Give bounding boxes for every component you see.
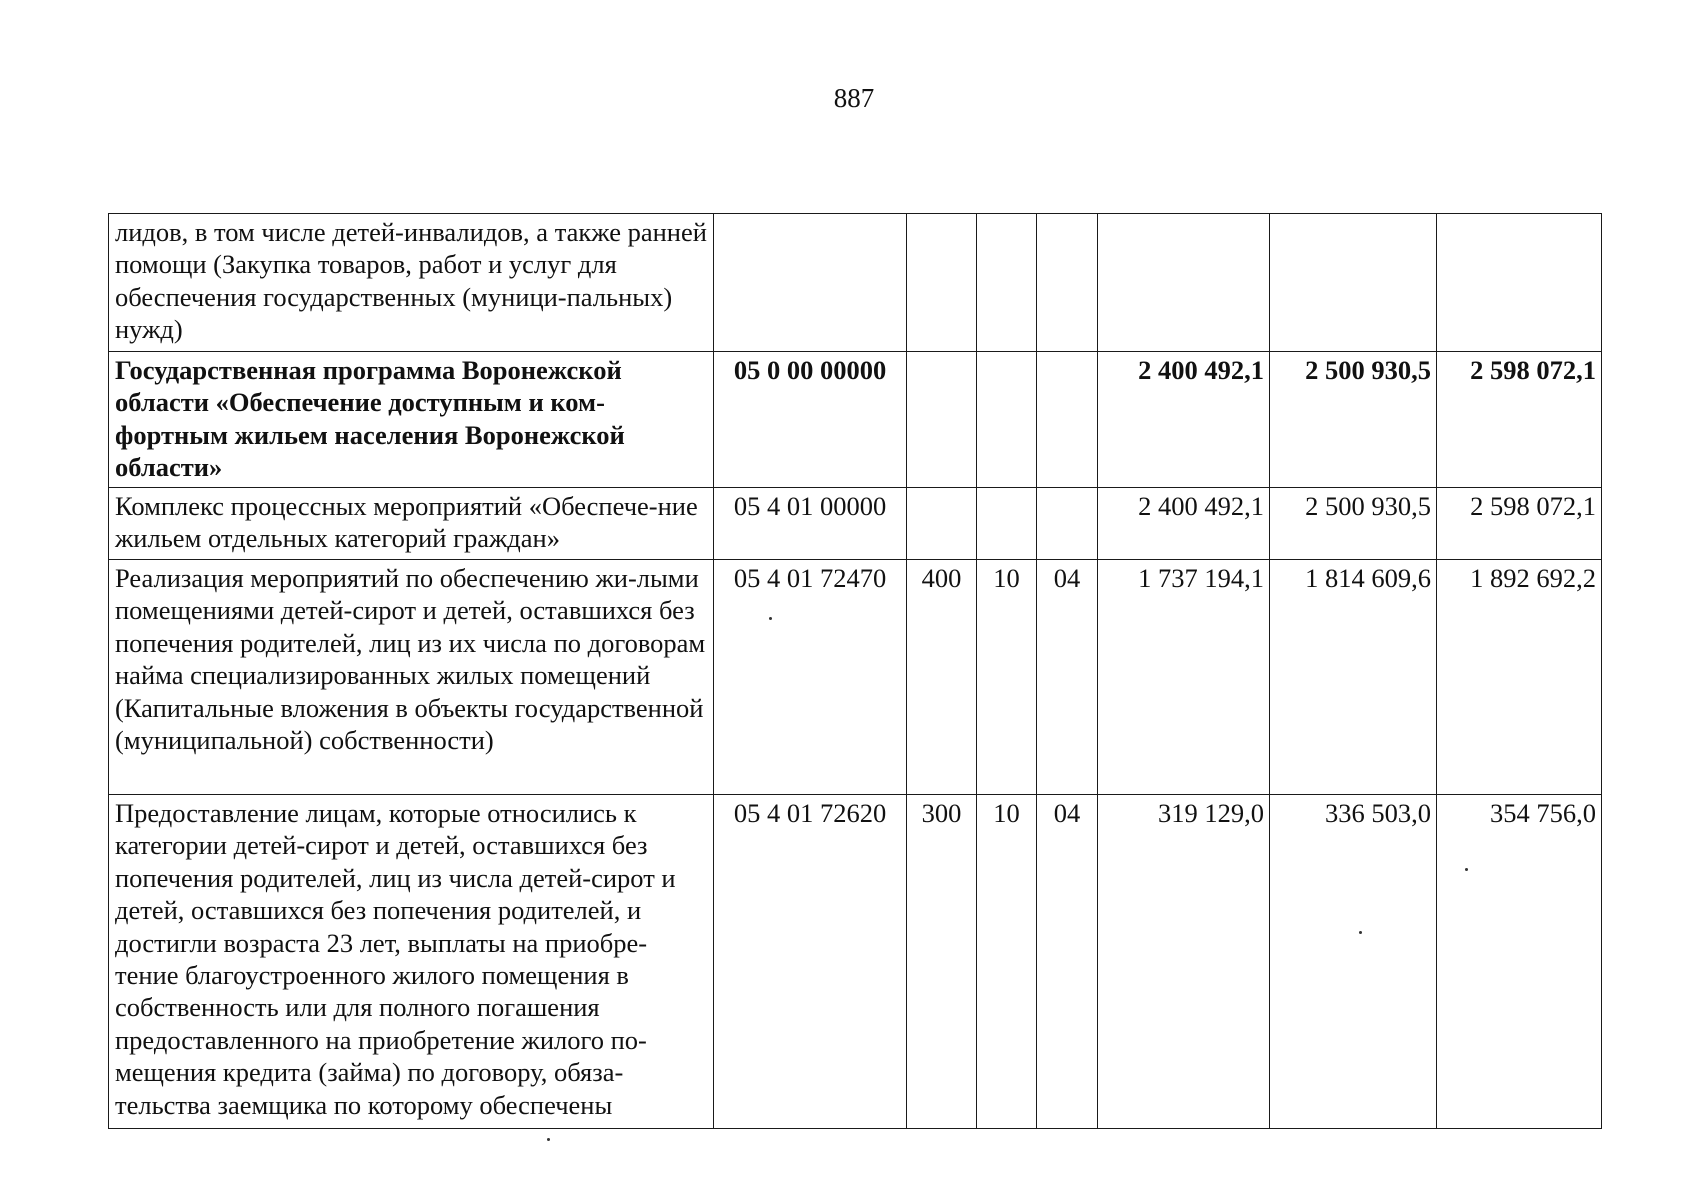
expense-type-code: 300 [907,795,977,1129]
target-article-code: 05 4 01 00000 [714,488,907,560]
scan-speck [547,1138,550,1141]
amount-year-2: 2 500 930,5 [1270,352,1437,488]
amount-year-1: 1 737 194,1 [1098,560,1270,795]
amount-year-2 [1270,214,1437,352]
target-article-code [714,214,907,352]
amount-year-2: 2 500 930,5 [1270,488,1437,560]
scan-speck [769,617,772,620]
page-number: 887 [833,83,875,113]
row-description: Комплекс процессных мероприятий «Обеспече-ние жильем отдельных категорий граждан» [109,488,714,560]
amount-year-3 [1437,214,1602,352]
amount-year-3: 354 756,0 [1437,795,1602,1129]
table-row [109,352,1602,488]
row-description: Предоставление лицам, которые относились к категории детей-сирот и детей, оставшихся без попечения родителей, лиц из числа детей-сирот и детей, оставшихся без попечения родителей, и достигли возраста 23 лет, выплаты на приобре-тение благоустроенного жилого помещения в собственность или для полного погашения предоставленного на приобретение жилого по-мещения кредита (займа) по договору, обяза-тельства заемщика по которому обеспечены [109,795,714,1129]
row-description: Реализация мероприятий по обеспечению жи-лыми помещениями детей-сирот и детей, оставшихся без попечения родителей, лиц из их числа по договорам найма специализированных жилых помещений (Капитальные вложения в объекты государственной (муниципальной) собственности) [109,560,714,795]
subsection-code [1037,352,1098,488]
amount-year-3: 2 598 072,1 [1437,352,1602,488]
table-row [109,795,1602,1129]
scan-speck [1465,868,1468,871]
target-article-code: 05 0 00 00000 [714,352,907,488]
expense-type-code [907,352,977,488]
target-article-code: 05 4 01 72470 [714,560,907,795]
subsection-code [1037,214,1098,352]
table-row [109,488,1602,560]
amount-year-2: 1 814 609,6 [1270,560,1437,795]
budget-table [108,213,1602,1129]
section-code [977,214,1037,352]
expense-type-code [907,488,977,560]
expense-type-code: 400 [907,560,977,795]
subsection-code: 04 [1037,795,1098,1129]
amount-year-1: 319 129,0 [1098,795,1270,1129]
target-article-code: 05 4 01 72620 [714,795,907,1129]
table-row [109,560,1602,795]
section-code: 10 [977,795,1037,1129]
amount-year-1: 2 400 492,1 [1098,488,1270,560]
section-code: 10 [977,560,1037,795]
section-code [977,488,1037,560]
subsection-code [1037,488,1098,560]
table-row [109,214,1602,352]
row-description: Государственная программа Воронежской области «Обеспечение доступным и ком-фортным жильем населения Воронежской области» [109,352,714,488]
amount-year-3: 1 892 692,2 [1437,560,1602,795]
subsection-code: 04 [1037,560,1098,795]
section-code [977,352,1037,488]
row-description: лидов, в том числе детей-инвалидов, а также ранней помощи (Закупка товаров, работ и услуг для обеспечения государственных (муници-пальных) нужд) [109,214,714,352]
amount-year-2: 336 503,0 [1270,795,1437,1129]
expense-type-code [907,214,977,352]
amount-year-1 [1098,214,1270,352]
scan-speck [1359,931,1362,934]
amount-year-1: 2 400 492,1 [1098,352,1270,488]
amount-year-3: 2 598 072,1 [1437,488,1602,560]
